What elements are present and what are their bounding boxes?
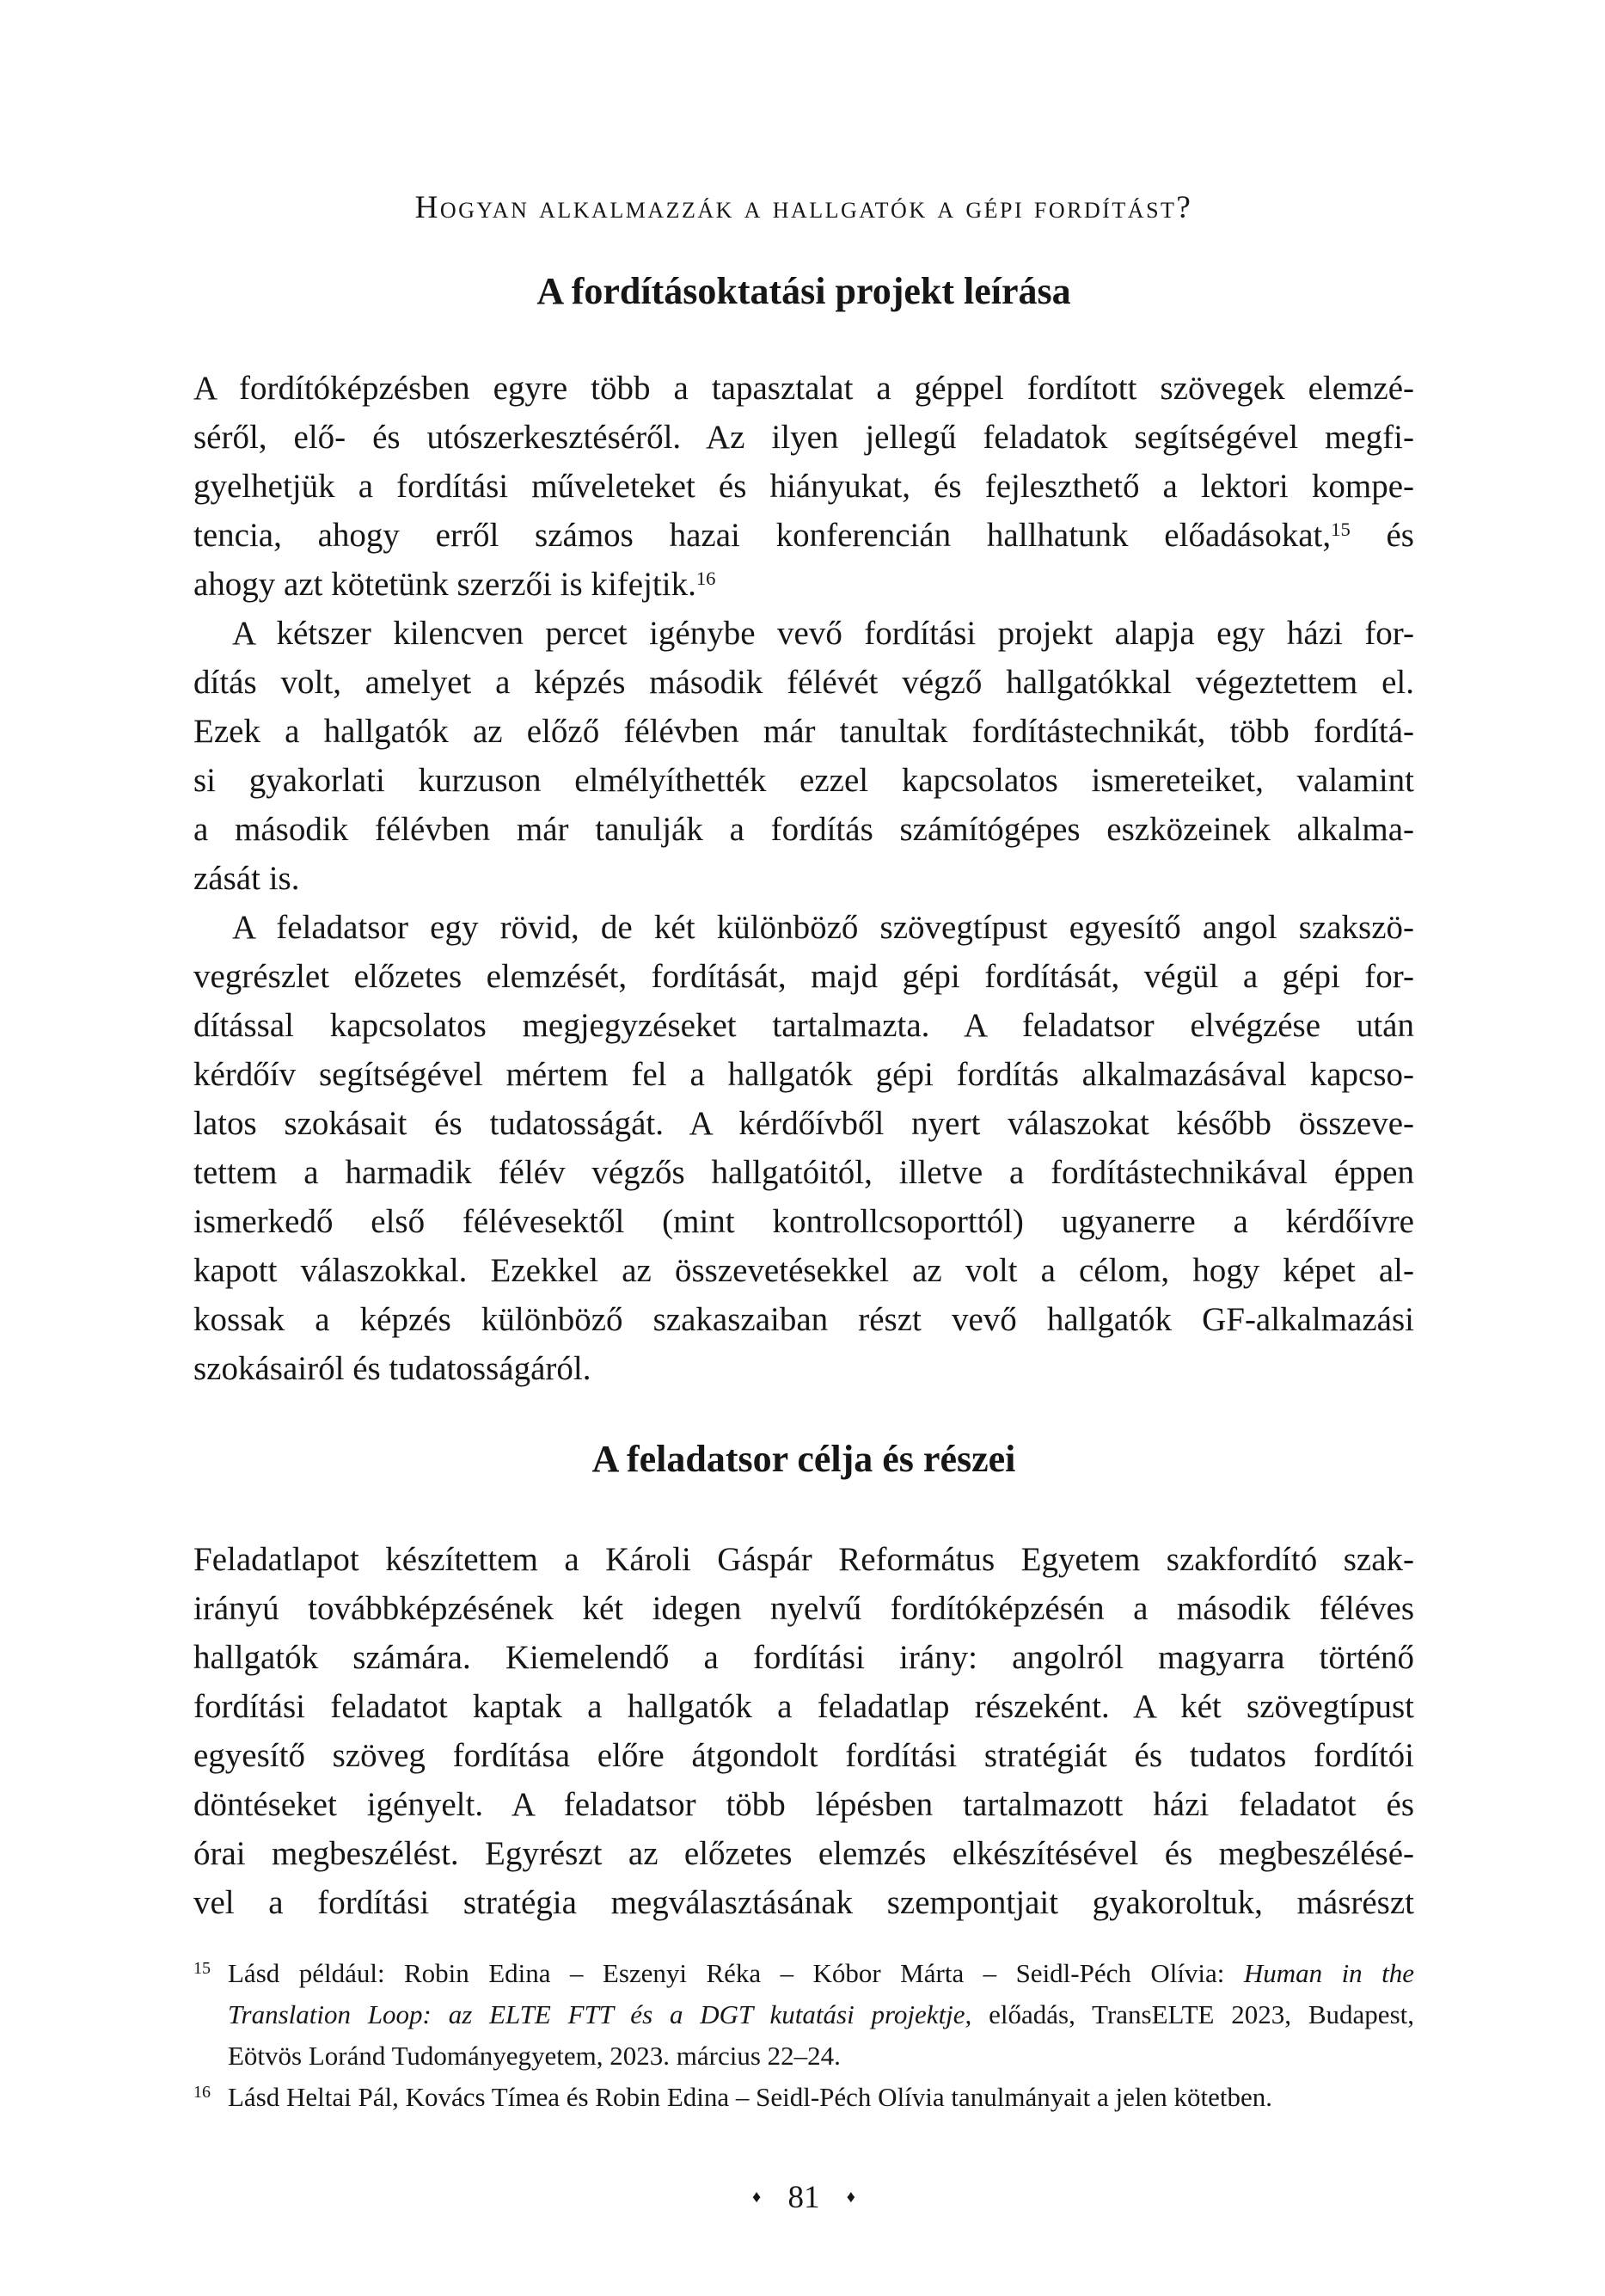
- paragraph: [193, 364, 1414, 609]
- text-line: egyesítő szöveg fordítása előre átgondolt fordítási stratégiát és tudatos fordítói: [193, 1737, 1414, 1774]
- section-title-2: A feladatsor célja és részei: [591, 1438, 1016, 1480]
- section-title-1: A fordításoktatási projekt leírása: [536, 270, 1071, 312]
- text-line: tencia, ahogy erről számos hazai konferencián hallhatunk előadásokat,$^{15}$ és: [193, 517, 1414, 554]
- section-body-2: [193, 1535, 1414, 1927]
- text-line: A fordítóképzésben egyre több a tapasztalat a géppel fordított szövegek elemzé-: [193, 370, 1414, 407]
- text-line: latos szokásait és tudatosságát. A kérdőívből nyert válaszokat később összeve-: [193, 1105, 1414, 1142]
- text-line: gyelhetjük a fordítási műveleteket és hiányukat, és fejleszthető a lektori kompe-: [193, 468, 1414, 505]
- text-line: vegrészlet előzetes elemzését, fordítását, majd gépi fordítását, végül a gépi for-: [193, 958, 1414, 995]
- paragraph: [193, 609, 1414, 903]
- paragraph: [193, 903, 1414, 1393]
- page-number: 81: [787, 2180, 820, 2215]
- footnote: [193, 2077, 1414, 2118]
- footnote-ref: 15: [1331, 518, 1351, 540]
- footnote-ref: 16: [695, 567, 716, 589]
- text-line: A kétszer kilencven percet igénybe vevő fordítási projekt alapja egy házi for-: [232, 615, 1414, 652]
- text-line: vel a fordítási stratégia megválasztásának szempontjait gyakoroltuk, másrészt: [193, 1884, 1414, 1921]
- text-line: döntéseket igényelt. A feladatsor több lépésben tartalmazott házi feladatot és: [193, 1786, 1414, 1823]
- italic-run: Translation Loop: az ELTE FTT és a DGT kutatási projektje,: [228, 1999, 972, 2029]
- footnote-number: 15: [193, 1959, 211, 1978]
- text-line: kapott válaszokkal. Ezekkel az összevetésekkel az volt a célom, hogy képet al-: [193, 1252, 1414, 1289]
- text-line: a második félévben már tanulják a fordítás számítógépes eszközeinek alkalma-: [193, 811, 1414, 848]
- footnotes: [193, 1953, 1414, 2118]
- page-number-row: [193, 2178, 1414, 2217]
- paragraph: [193, 1535, 1414, 1927]
- italic-run: Human in the: [1243, 1958, 1414, 1988]
- text-line: Ezek a hallgatók az előző félévben már tanultak fordítástechnikát, több fordítá-: [193, 713, 1414, 750]
- footnote-line: Translation Loop: az ELTE FTT és a DGT kutatási projektje, előadás, TransELTE 2023, Budapest,: [228, 1999, 1414, 2029]
- text-line: hallgatók számára. Kiemelendő a fordítási irány: angolról magyarra történő: [193, 1639, 1414, 1676]
- text-line: zását is.: [193, 860, 300, 897]
- page-ornament-right: ♦: [846, 2188, 855, 2207]
- text-line: kérdőív segítségével mértem fel a hallgatók gépi fordítás alkalmazásával kapcso-: [193, 1056, 1414, 1093]
- text-line: tettem a harmadik félév végzős hallgatóitól, illetve a fordítástechnikával éppen: [193, 1154, 1414, 1191]
- text-line: dítás volt, amelyet a képzés második félévét végző hallgatókkal végeztettem el.: [193, 664, 1414, 701]
- text-line: fordítási feladatot kaptak a hallgatók a feladatlap részeként. A két szövegtípust: [193, 1688, 1414, 1725]
- text-line: dítással kapcsolatos megjegyzéseket tartalmazta. A feladatsor elvégzése után: [193, 1007, 1414, 1044]
- section-body-1: [193, 364, 1414, 1393]
- page-ornament-left: ♦: [752, 2188, 762, 2207]
- text-line: A feladatsor egy rövid, de két különböző szövegtípust egyesítő angol szakszö-: [232, 909, 1414, 946]
- footnote-line: Lásd például: Robin Edina – Eszenyi Réka – Kóbor Márta – Seidl-Péch Olívia: Human in the: [228, 1958, 1414, 1988]
- footnote-line: Eötvös Loránd Tudományegyetem, 2023. március 22–24.: [228, 2041, 841, 2071]
- text-line: ahogy azt kötetünk szerzői is kifejtik.$^{16}$: [193, 566, 716, 603]
- footnote-number: 16: [193, 2083, 211, 2102]
- text-line: séről, elő- és utószerkesztéséről. Az ilyen jellegű feladatok segítségével megfi-: [193, 419, 1414, 456]
- text-column: [193, 0, 1414, 2217]
- text-line: irányú továbbképzésének két idegen nyelvű fordítóképzésén a második féléves: [193, 1590, 1414, 1627]
- text-line: si gyakorlati kurzuson elmélyíthették ezzel kapcsolatos ismereteiket, valamint: [193, 762, 1414, 799]
- text-line: órai megbeszélést. Egyrészt az előzetes elemzés elkészítésével és megbeszélésé-: [193, 1835, 1414, 1872]
- text-line: kossak a képzés különböző szakaszaiban részt vevő hallgatók GF-alkalmazási: [193, 1301, 1414, 1338]
- text-line: szokásairól és tudatosságáról.: [193, 1350, 591, 1387]
- running-head: Hogyan alkalmazzák a hallgatók a gépi fordítást?: [414, 190, 1193, 225]
- text-line: ismerkedő első félévesektől (mint kontrollcsoporttól) ugyanerre a kérdőívre: [193, 1203, 1414, 1240]
- text-line: Feladatlapot készítettem a Károli Gáspár Református Egyetem szakfordító szak-: [193, 1541, 1414, 1578]
- footnote: [193, 1953, 1414, 2077]
- footnote-line: Lásd Heltai Pál, Kovács Tímea és Robin Edina – Seidl-Péch Olívia tanulmányait a jelen kötetben.: [228, 2082, 1273, 2112]
